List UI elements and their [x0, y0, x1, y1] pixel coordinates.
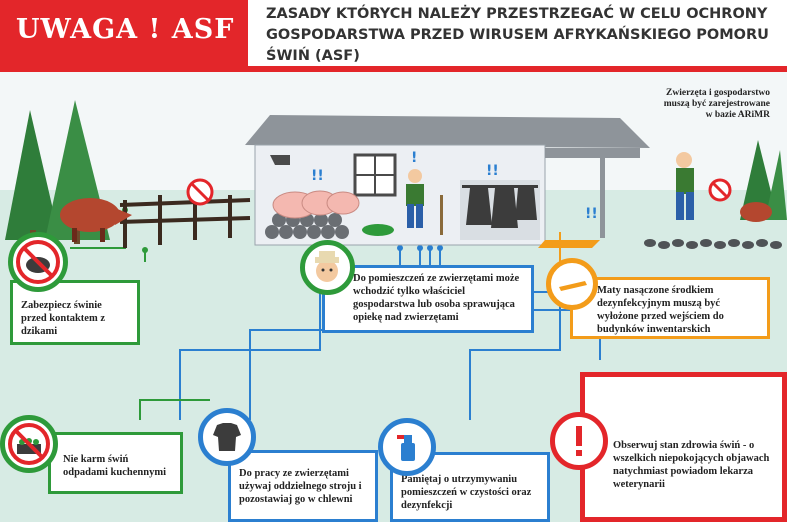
rule-health: [580, 372, 787, 522]
rule-access-text: Do pomieszczeń ze zwierzętami może wchodzić tylko właściciel gospodarstwa lub osoba sprawująca opiekę nad zwierzętami: [353, 273, 520, 323]
registration-note-line-3: w bazie ARiMR: [705, 110, 770, 120]
no-wild-boar-icon: [8, 232, 68, 292]
svg-text:!: !: [411, 150, 418, 166]
rule-kitchen-waste: [48, 432, 183, 494]
poster-title-line-3: ŚWIŃ (ASF): [266, 48, 360, 64]
rule-wild-boar-text: Zabezpiecz świnie przed kontaktem z dzikami: [21, 300, 105, 337]
registration-note: [620, 88, 770, 121]
svg-text:!!: !!: [311, 168, 324, 184]
no-entry-sign: [188, 180, 212, 204]
exclamation-icon: [550, 412, 608, 470]
pigs: [273, 191, 359, 218]
disinfection-mat-icon: [546, 258, 598, 310]
registration-note-line-2: muszą być zarejestrowane: [663, 99, 770, 109]
rule-mats-text: Maty nasączone środkiem dezynfekcyjnym muszą być wyłożone przed wejściem do budynków inwentarskich: [597, 285, 724, 335]
rule-kitchen-waste-text: Nie karm świń odpadami kuchennymi: [63, 454, 166, 478]
farmer-face-icon: [300, 240, 355, 295]
poster-title-line-1: ZASADY KTÓRYCH NALEŻY PRZESTRZEGAĆ W CELU OCHRONY: [266, 6, 768, 22]
work-shirt-icon: [198, 408, 256, 466]
rule-mats: [570, 277, 770, 339]
farmer-right: [676, 152, 694, 220]
svg-text:!!: !!: [486, 163, 499, 179]
poster-title-line-2: GOSPODARSTWA PRZED WIRUSEM AFRYKAŃSKIEGO POMORU: [266, 27, 769, 43]
warning-badge-text: UWAGA ! ASF: [16, 14, 235, 45]
registration-note-line-1: Zwierzęta i gospodarstwo: [666, 88, 770, 98]
rule-health-text: Obserwuj stan zdrowia świń - o wszelkich niepokojących objawach natychmiast powiadom lekarza weterynarii: [613, 440, 770, 490]
rule-cleanliness-text: Pamiętaj o utrzymywaniu pomieszczeń w czystości oraz dezynfekcji: [401, 474, 532, 511]
no-kitchen-waste-icon: [0, 415, 58, 473]
svg-text:!!: !!: [585, 206, 598, 222]
spray-bottle-icon: [378, 418, 436, 476]
rule-clothing-text: Do pracy ze zwierzętami używaj oddzielnego stroju i pozostawiaj go w chlewni: [239, 468, 362, 505]
